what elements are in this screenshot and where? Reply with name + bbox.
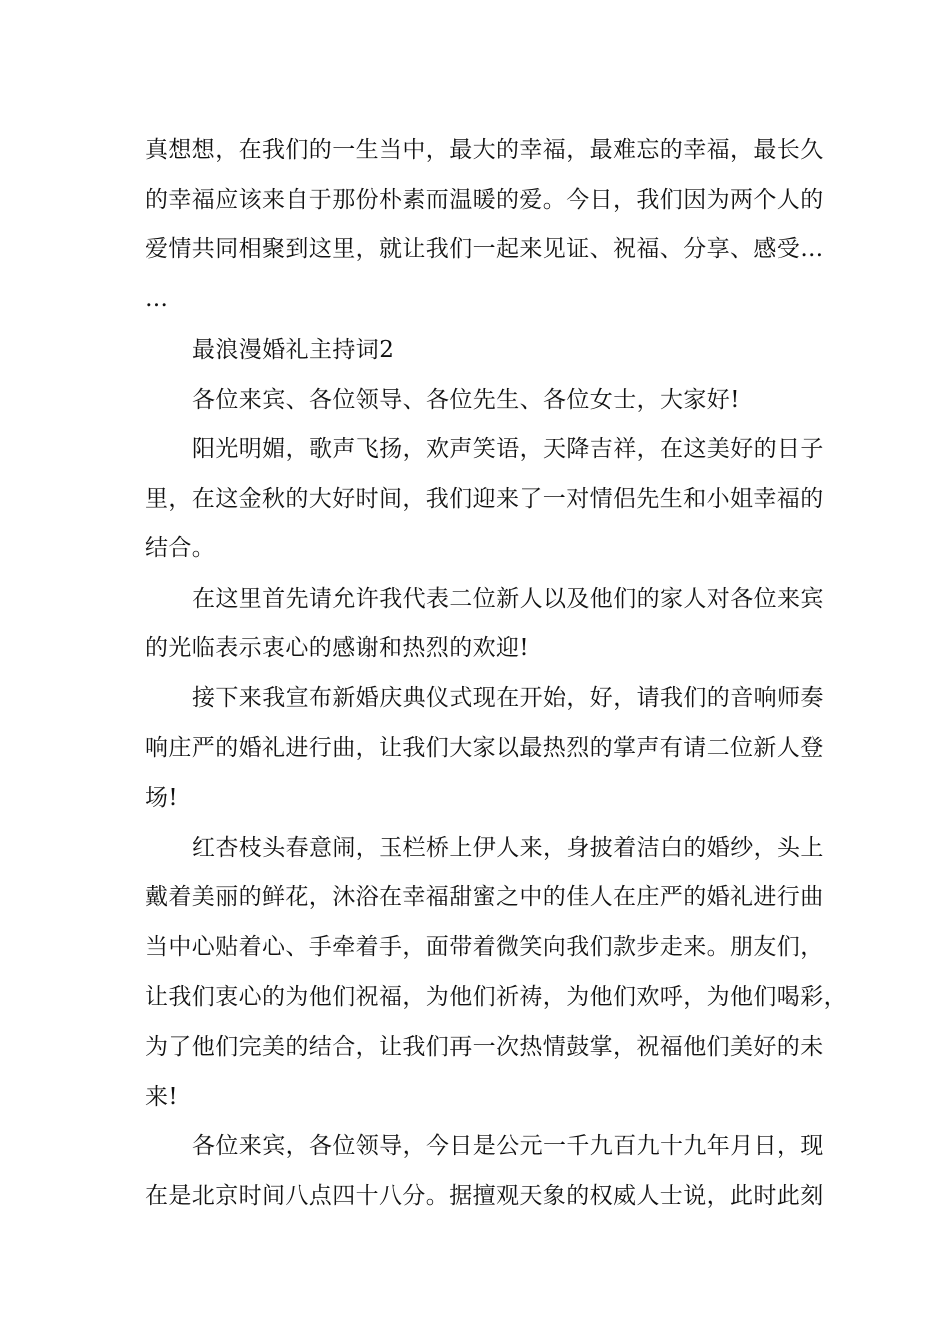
text-line: 各位来宾、各位领导、各位先生、各位女士，大家好! bbox=[192, 387, 740, 413]
text-line: 的幸福应该来自于那份朴素而温暖的爱。今日，我们因为两个人的 bbox=[145, 187, 824, 213]
text-line: 真想想，在我们的一生当中，最大的幸福，最难忘的幸福，最长久 bbox=[145, 137, 824, 163]
text-line: 的光临表示衷心的感谢和热烈的欢迎! bbox=[145, 635, 530, 661]
text-line: 让我们衷心的为他们祝福，为他们祈祷，为他们欢呼，为他们喝彩， bbox=[145, 984, 847, 1010]
text-line: 接下来我宣布新婚庆典仪式现在开始，好，请我们的音响师奏 bbox=[192, 685, 824, 711]
text-line: 在是北京时间八点四十八分。据擅观天象的权威人士说，此时此刻 bbox=[145, 1183, 824, 1209]
text-line: 场! bbox=[145, 785, 179, 811]
text-line: 阳光明媚，歌声飞扬，欢声笑语，天降吉祥，在这美好的日子 bbox=[192, 436, 824, 462]
text-line: 当中心贴着心、手牵着手，面带着微笑向我们款步走来。朋友们， bbox=[145, 934, 824, 960]
text-line: 红杏枝头春意闹，玉栏桥上伊人来，身披着洁白的婚纱，头上 bbox=[192, 835, 824, 861]
text-line: 各位来宾，各位领导，今日是公元一千九百九十九年月日，现 bbox=[192, 1133, 824, 1159]
text-line: 爱情共同相聚到这里，就让我们一起来见证、祝福、分享、感受… bbox=[145, 236, 824, 262]
text-line: 在这里首先请允许我代表二位新人以及他们的家人对各位来宾 bbox=[192, 586, 824, 612]
text-line: 为了他们完美的结合，让我们再一次热情鼓掌，祝福他们美好的未 bbox=[145, 1034, 824, 1060]
section-heading: 最浪漫婚礼主持词2 bbox=[192, 337, 395, 363]
text-line: … bbox=[145, 286, 169, 312]
text-line: 响庄严的婚礼进行曲，让我们大家以最热烈的掌声有请二位新人登 bbox=[145, 735, 824, 761]
text-line: 结合。 bbox=[145, 535, 216, 561]
text-line: 来! bbox=[145, 1084, 179, 1110]
text-line: 戴着美丽的鲜花，沐浴在幸福甜蜜之中的佳人在庄严的婚礼进行曲 bbox=[145, 884, 824, 910]
text-line: 里，在这金秋的大好时间，我们迎来了一对情侣先生和小姐幸福的 bbox=[145, 486, 824, 512]
